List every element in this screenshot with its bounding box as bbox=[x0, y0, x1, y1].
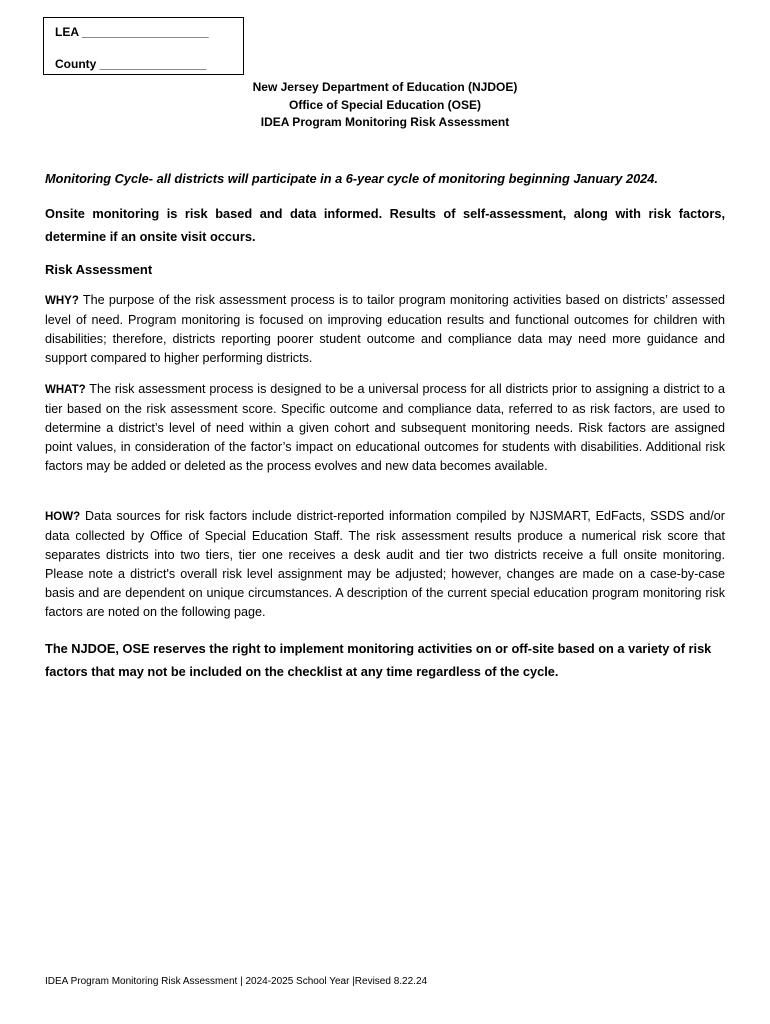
header-office: Office of Special Education (OSE) bbox=[288, 97, 482, 112]
why-paragraph bbox=[45, 291, 725, 368]
onsite-monitoring-statement: Onsite monitoring is risk based and data informed. Results of self-assessment, along with risk factors, determine if an onsite visit occurs. bbox=[45, 206, 725, 244]
header-department: New Jersey Department of Education (NJDOE) bbox=[252, 80, 518, 94]
what-label: WHAT? bbox=[45, 384, 86, 396]
document-header bbox=[0, 79, 770, 132]
why-label: WHY? bbox=[45, 295, 79, 307]
what-paragraph bbox=[45, 380, 725, 476]
what-text: The risk assessment process is designed to be a universal process for all districts prior to assigning a district to a tier based on the risk assessment score. Specific outcome and compliance data, referred to as risk factors, are used to determine a district’s level of need within a given cohort and subsequent monitoring needs. Risk factors are assigned point values, in consideration of the factor’s impact on educational outcomes for students with disabilities. Additional risk factors may be added or deleted as the process evolves and new data becomes available. bbox=[45, 382, 725, 474]
risk-assessment-heading: Risk Assessment bbox=[45, 262, 153, 277]
lea-field-label: LEA ___________________ bbox=[55, 25, 209, 39]
page-footer: IDEA Program Monitoring Risk Assessment | 2024-2025 School Year |Revised 8.22.24 bbox=[45, 976, 428, 987]
header-title: IDEA Program Monitoring Risk Assessment bbox=[260, 115, 510, 129]
how-label: HOW? bbox=[45, 511, 81, 523]
why-text: The purpose of the risk assessment process is to tailor program monitoring activities based on districts’ assessed level of need. Program monitoring is focused on improving education results and functional outcomes for children with disabilities; therefore, districts reporting poorer student outcome and compliance data may need more guidance and support compared to higher performing districts. bbox=[45, 293, 725, 366]
reserve-rights-statement: The NJDOE, OSE reserves the right to implement monitoring activities on or off-site based on a variety of risk factors that may not be included on the checklist at any time regardless of the cycle. bbox=[45, 641, 712, 679]
monitoring-cycle-statement: Monitoring Cycle- all districts will participate in a 6-year cycle of monitoring beginning January 2024. bbox=[45, 171, 658, 186]
lea-county-box bbox=[43, 17, 244, 75]
how-paragraph bbox=[45, 507, 725, 623]
how-text: Data sources for risk factors include district-reported information compiled by NJSMART, EdFacts, SSDS and/or data collected by Office of Special Education Staff. The risk assessment results produce a numerical risk score that separates districts into two tiers, tier one receives a desk audit and tier two districts receive a full onsite monitoring. Please note a district's overall risk level assignment may be adjusted; however, changes are made on a case-by-case basis and are dependent on unique circumstances. A description of the current special education program monitoring risk factors are noted on the following page. bbox=[45, 509, 725, 620]
county-field-label: County ________________ bbox=[55, 57, 207, 71]
